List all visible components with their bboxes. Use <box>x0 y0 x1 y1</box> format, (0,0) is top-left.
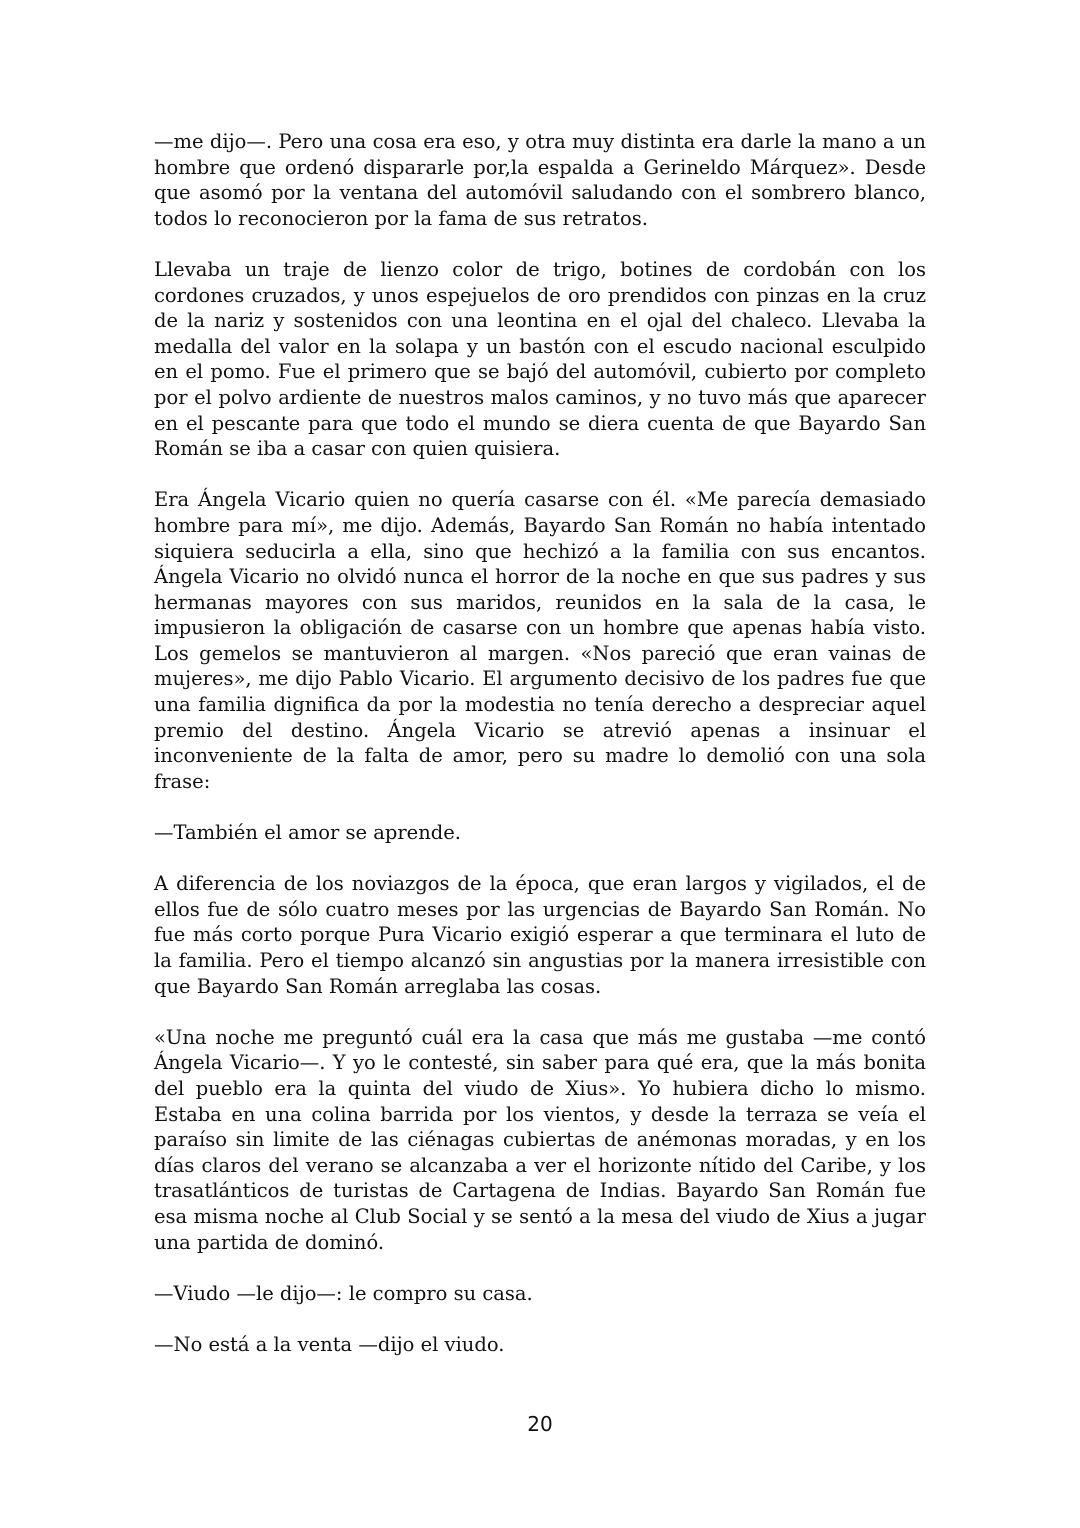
paragraph-1: —me dijo—. Pero una cosa era eso, y otra muy distinta era darle la mano a un hombre que ordenó dispararle por,la espalda a Gerineldo Márquez». Desde que asomó por la ventana del automóvil saludando con el sombrero blanco, todos lo reconocieron por la fama de sus retratos. <box>154 130 926 230</box>
paragraph-6: «Una noche me preguntó cuál era la casa que más me gustaba —me contó Ángela Vicario—. Y yo le contesté, sin saber para qué era, que la más bonita del pueblo era la quinta del viudo de Xius». Yo hubiera dicho lo mismo. Estaba en una colina barrida por los vientos, y desde la terraza se veía el paraíso sin limite de las ciénagas cubiertas de anémonas moradas, y en los días claros del verano se alcanzaba a ver el horizonte nítido del Caribe, y los trasatlánticos de turistas de Cartagena de Indias. Bayardo San Román fue esa misma noche al Club Social y se sentó a la mesa del viudo de Xius a jugar una partida de dominó. <box>154 1025 926 1254</box>
paragraph-7: —Viudo —le dijo—: le compro su casa. <box>154 1281 533 1305</box>
paragraph-2: Llevaba un traje de lienzo color de trigo, botines de cordobán con los cordones cruzados, y unos espejuelos de oro prendidos con pinzas en la cruz de la nariz y sostenidos con una leontina en el ojal del chaleco. Llevaba la medalla del valor en la solapa y un bastón con el escudo nacional esculpido en el pomo. Fue el primero que se bajó del automóvil, cubierto por completo por el polvo ardiente de nuestros malos caminos, y no tuvo más que aparecer en el pescante para que todo el mundo se diera cuenta de que Bayardo San Román se iba a casar con quien quisiera. <box>154 257 926 461</box>
paragraph-4: —También el amor se aprende. <box>154 821 461 845</box>
paragraph-3: Era Ángela Vicario quien no quería casarse con él. «Me parecía demasiado hombre para mí», me dijo. Además, Bayardo San Román no había intentado siquiera seducirla a ella, sino que hechizó a la familia con sus encantos. Ángela Vicario no olvidó nunca el horror de la noche en que sus padres y sus hermanas mayores con sus maridos, reunidos en la sala de la casa, le impusieron la obligación de casarse con un hombre que apenas había visto. Los gemelos se mantuvieron al margen. «Nos pareció que eran vainas de mujeres», me dijo Pablo Vicario. El argumento decisivo de los padres fue que una familia dignifica da por la modestia no tenía derecho a despreciar aquel premio del destino. Ángela Vicario se atrevió apenas a insinuar el inconveniente de la falta de amor, pero su madre lo demolió con una sola frase: <box>154 488 926 793</box>
body-text <box>154 129 926 1358</box>
page-number: 20 <box>527 1412 553 1436</box>
paragraph-5: A diferencia de los noviazgos de la época, que eran largos y vigilados, el de ellos fue de sólo cuatro meses por las urgencias de Bayardo San Román. No fue más corto porque Pura Vicario exigió esperar a que terminara el luto de la familia. Pero el tiempo alcanzó sin angustias por la manera irresistible con que Bayardo San Román arreglaba las cosas. <box>154 872 926 998</box>
paragraph-8: —No está a la venta —dijo el viudo. <box>154 1332 505 1356</box>
